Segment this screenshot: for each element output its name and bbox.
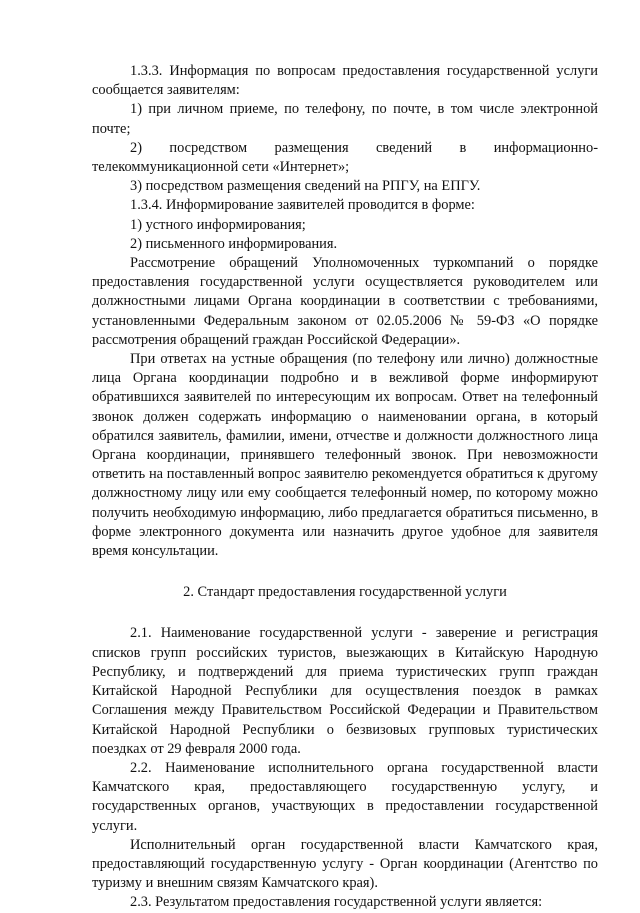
paragraph-1-3-4: 1.3.4. Информирование заявителей проводится в форме: <box>130 197 475 214</box>
paragraph-oral-responses: При ответах на устные обращения (по телефону или лично) должностные лица Органа координации подробно и в вежливой форме информируют обратившихся заявителей по интересующим их вопросам. Ответ на телефонный звонок должен содержать информацию о наименовании органа, в который обратился заявитель, фамилии, имени, отчестве и должности должностного лица Органа координации, принявшего телефонный звонок. При невозможности ответить на поставленный вопрос заявителю рекомендуется обратиться к другому должностному лицу или ему сообщается телефонный номер, по которому можно получить необходимую информацию, либо предлагается обратиться письменно, в форме электронного документа или назначить другое удобное для заявителя время консультации. <box>92 351 598 560</box>
form-item-1: 1) устного информирования; <box>130 216 306 233</box>
paragraph-2-2: 2.2. Наименование исполнительного органа государственной власти Камчатского края, предоставляющего государственную услугу, и государственных органов, участвующих в предоставлении государственной услуги. <box>92 759 598 834</box>
paragraph-executive-body: Исполнительный орган государственной власти Камчатского края, предоставляющий государственную услугу - Орган координации (Агентство по туризму и внешним связям Камчатского края). <box>92 836 598 892</box>
list-item-1: 1) при личном приеме, по телефону, по почте, в том числе электронной почте; <box>92 101 598 137</box>
document-body <box>92 62 598 913</box>
paragraph-2-3: 2.3. Результатом предоставления государственной услуги является: <box>130 894 543 911</box>
section-heading: 2. Стандарт предоставления государственной услуги <box>183 584 507 601</box>
paragraph-appeals: Рассмотрение обращений Уполномоченных туркомпаний о порядке предоставления государственной услуги осуществляется руководителем или должностными лицами Органа координации в соответствии с требованиями, установленными Федеральным законом от 02.05.2006 № 59-ФЗ «О порядке рассмотрения обращений граждан Российской Федерации». <box>92 255 598 348</box>
paragraph-2-1: 2.1. Наименование государственной услуги - заверение и регистрация списков групп российских туристов, выезжающих в Китайскую Народную Республику, и подтверждений для приема туристических групп граждан Китайской Народной Республики для осуществления поездок в рамках Соглашения между Правительством Российской Федерации и Правительством Китайской Народной Республики о безвизовых групповых туристических поездках от 29 февраля 2000 года. <box>92 625 598 757</box>
form-item-2: 2) письменного информирования. <box>130 235 338 252</box>
paragraph-1-3-3: 1.3.3. Информация по вопросам предоставления государственной услуги сообщается заявителям: <box>92 63 598 99</box>
list-item-2: 2) посредством размещения сведений в информационно-телекоммуникационной сети «Интернет»; <box>92 139 598 176</box>
list-item-3: 3) посредством размещения сведений на РПГУ, на ЕПГУ. <box>130 178 481 195</box>
